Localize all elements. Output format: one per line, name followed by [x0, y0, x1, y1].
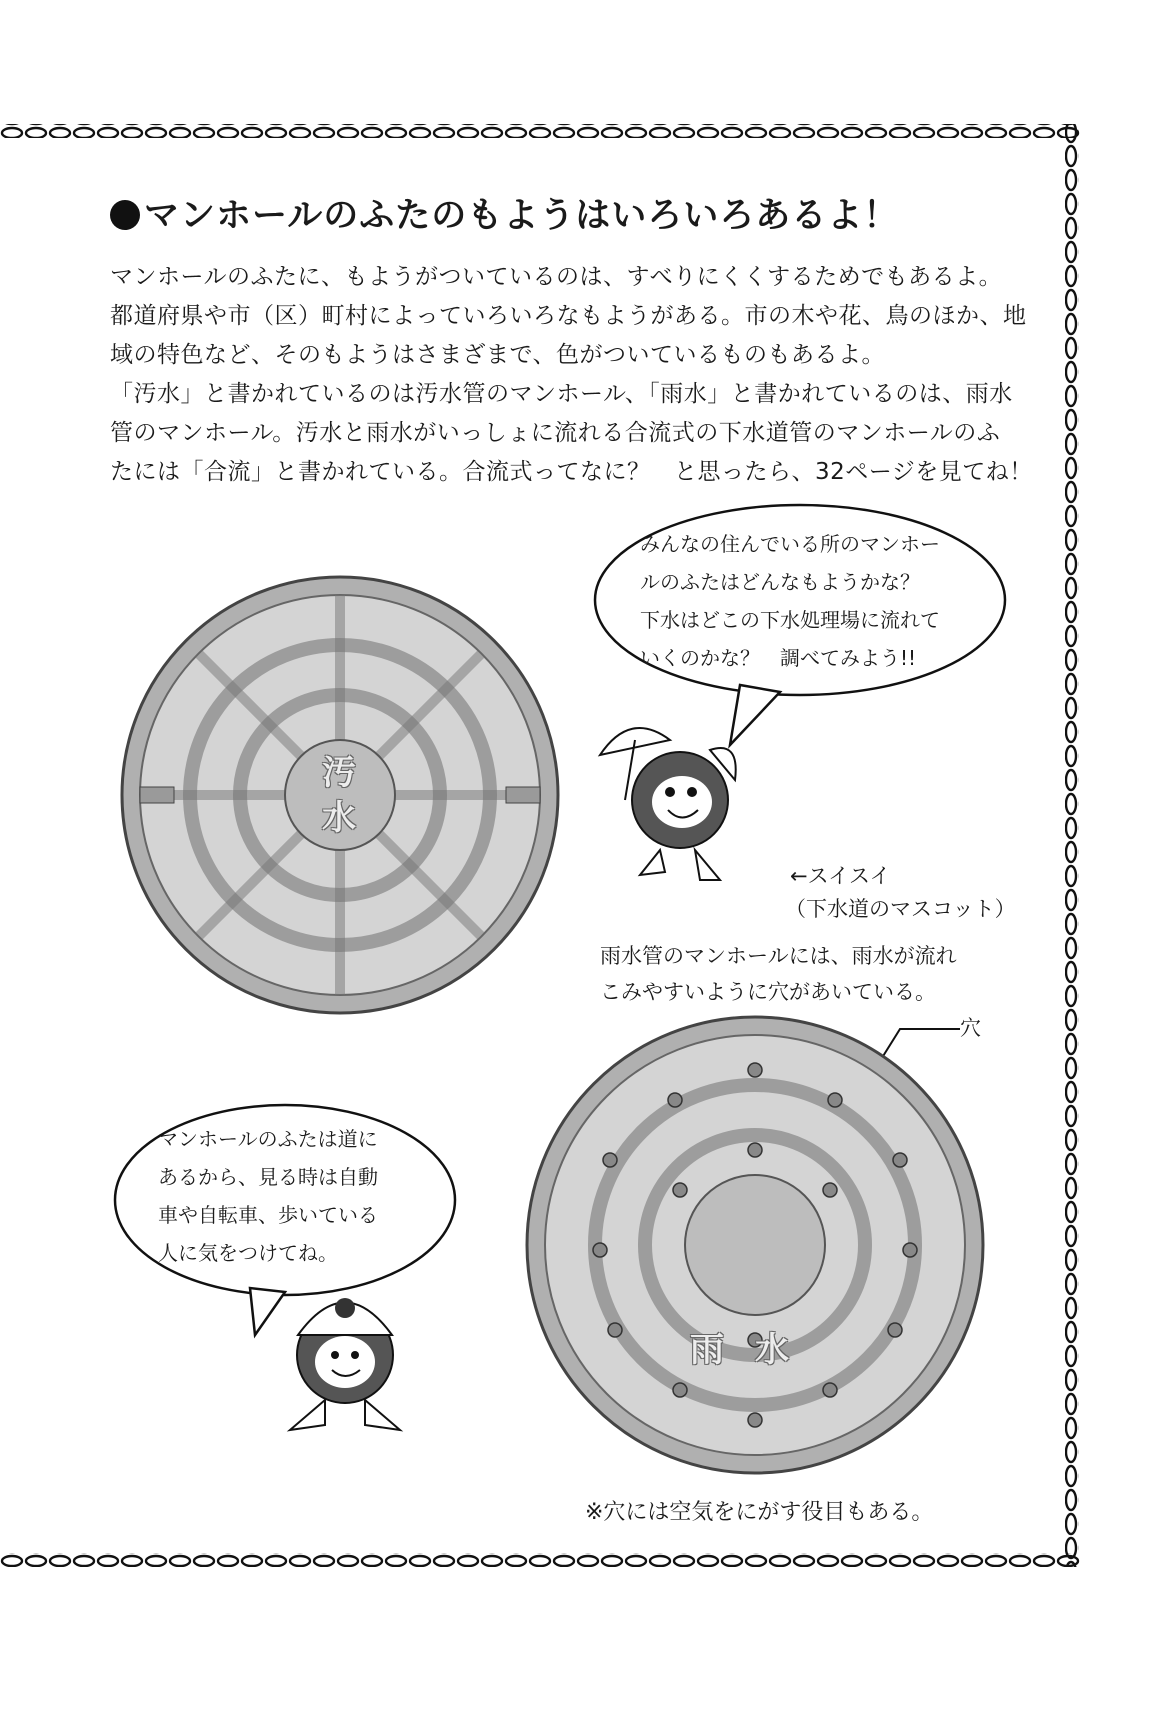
- bullet-icon: [110, 200, 140, 230]
- suisui-mascot: [590, 700, 790, 900]
- intro-text: マンホールのふたに、もようがついているのは、すべりにくくするためでもあるよ。 都道府県や市（区）町村によっていろいろなもようがある。市の木や花、鳥のほか、地 域の特色など、そのもようはさまざまで、色がついているものもあるよ。 「汚水」と書かれているのは汚水管のマンホール、「雨水」と書かれているのは、雨水 管のマンホール。汚水と雨水がいっしょに流れる合流式の下水道管のマンホールのふ たには「合流」と書かれている。合流式ってなに？ と思ったら、32ページを見てね！: [110, 264, 1033, 485]
- helmet-mascot: [270, 1270, 420, 1445]
- rainwater-manhole-illustration: [520, 1010, 990, 1480]
- rain-caption: 雨水管のマンホールには、雨水が流れ こみやすいように穴があいている。: [600, 944, 957, 1004]
- bubble-top-text: みんなの住んでいる所のマンホー ルのふたはどんなもようかな？ 下水はどこの下水処理場に流れて いくのかな？ 調べてみよう!!: [640, 532, 940, 670]
- rain-label-2: 水: [755, 1330, 789, 1370]
- mascot-desc: （下水道のマスコット）: [785, 897, 1016, 921]
- sewage-label-2: 水: [322, 798, 356, 838]
- hole-label: 穴: [960, 1016, 981, 1040]
- rain-label-1: 雨: [690, 1330, 724, 1370]
- page-title: マンホールのふたのもようはいろいろあるよ！: [110, 188, 899, 238]
- sewage-label-1: 汚: [322, 753, 356, 793]
- air-vent-note: ※穴には空気をにがす役目もある。: [585, 1500, 934, 1525]
- bubble-bottom-text: マンホールのふたは道に あるから、見る時は自動 車や自転車、歩いている 人に気をつけてね。: [158, 1127, 378, 1265]
- mascot-name: ←スイスイ: [790, 864, 891, 888]
